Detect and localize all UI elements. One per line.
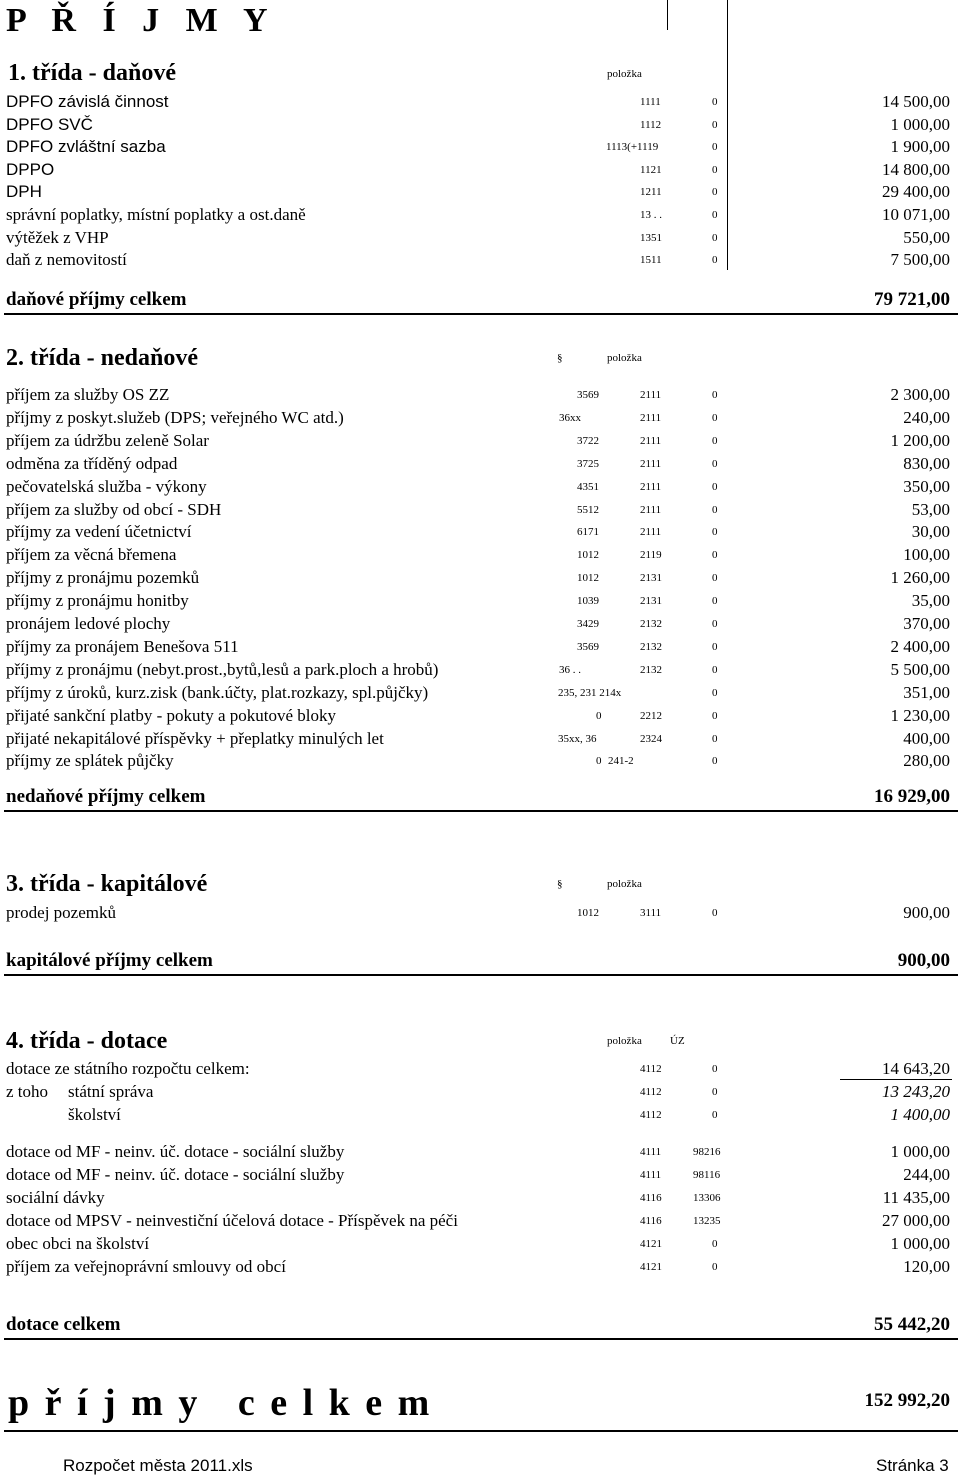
row-label: příjem za věcná břemena [6,545,177,565]
row-label: příjmy ze splátek půjčky [6,751,174,771]
row-prefix: z toho [6,1082,49,1101]
row-zdroj: 0 [712,572,718,585]
row-amount: 7 500,00 [890,250,950,270]
row-amount: 1 000,00 [890,114,950,134]
section-1-total-rule [4,313,958,315]
row-polozka: 2212 [640,709,662,722]
section-4-total-rule [4,1338,958,1340]
section-3-total-rule [4,974,958,976]
row-polozka: 241-2 [608,755,634,768]
row-label: příjmy z poskyt.služeb (DPS; veřejného WC atd.) [6,407,344,427]
row-amount: 13 243,20 [882,1082,950,1101]
row-label: DPFO zvláštní sazba [6,137,166,157]
row-paragraph: 36xx [559,411,581,424]
row-label: příjem za veřejnoprávní smlouvy od obcí [6,1257,286,1276]
row-amount: 1 000,00 [890,1142,950,1161]
row-zdroj: 0 [712,457,718,470]
row-polozka: 2111 [640,389,662,401]
row-label: sociální dávky [6,1188,105,1207]
row-uz: 0 [712,1238,718,1250]
row-zdroj: 0 [712,549,718,562]
row-amount: 30,00 [911,522,950,542]
row-amount: 35,00 [911,591,950,611]
section-1-heading: 1. třída - daňové [8,60,176,86]
row-uz: 0 [712,1261,718,1273]
section-2-heading: 2. třída - nedaňové [6,345,198,371]
row-paragraph: 5512 [577,503,599,516]
row-label: příjem za služby OS ZZ [6,385,170,404]
row-polozka: 2132 [640,640,662,653]
row-amount: 11 435,00 [882,1188,950,1207]
row-amount: 351,00 [903,682,950,702]
row-polozka: 1121 [640,163,662,176]
row-amount: 350,00 [903,476,950,496]
row-polozka: 1113(+1119 [606,141,659,154]
row-zdroj: 0 [712,618,718,630]
row-zdroj: 0 [712,640,718,653]
row-label: školství [68,1105,121,1124]
row-polozka: 4111 [640,1169,662,1181]
row-amount: 1 230,00 [890,705,950,725]
row-zdroj: 0 [712,755,718,768]
row-zdroj: 0 [712,209,718,221]
section-4-uz-header: ÚZ [670,1035,685,1047]
row-label: přijaté sankční platby - pokuty a pokutové bloky [6,705,337,725]
row-paragraph: 36 . . [559,663,581,676]
row-paragraph: 0 [596,709,602,722]
row-paragraph: 235, 231 214x [558,686,622,699]
section-1-total-amount: 79 721,00 [874,289,950,310]
row-label: pečovatelská služba - výkony [6,476,207,496]
row-zdroj: 0 [712,231,718,244]
section-4-polozka-header: položka [607,1035,642,1047]
row-zdroj: 0 [712,526,718,539]
row-amount: 14 643,20 [882,1059,950,1078]
row-amount: 400,00 [903,728,950,748]
footer-page-number: Stránka 3 [876,1456,949,1475]
row-zdroj: 0 [712,595,718,608]
row-polozka: 2111 [640,526,662,539]
section-2-total-label: nedaňové příjmy celkem [6,786,206,807]
row-label: dotace ze státního rozpočtu celkem: [6,1059,250,1078]
row-polozka: 2111 [640,434,662,447]
row-polozka: 2132 [640,663,662,676]
row-label: příjmy z pronájmu honitby [6,591,189,611]
row-label: dotace od MF - neinv. úč. dotace - sociální služby [6,1165,345,1184]
row-amount: 2 400,00 [890,636,950,656]
row-zdroj: 0 [712,907,718,919]
row-paragraph: 4351 [577,480,599,493]
section-3-paragraph-mark: § [557,878,563,890]
row-label: státní správa [68,1082,154,1101]
row-polozka: 4111 [640,1146,662,1158]
row-uz: 98116 [693,1169,721,1181]
row-polozka: 2131 [640,595,662,608]
row-label: výtěžek z VHP [6,227,109,247]
section-2-polozka-header: položka [607,352,642,364]
row-zdroj: 0 [712,434,718,447]
row-label: příjem za služby od obcí - SDH [6,499,222,519]
row-uz: 13306 [693,1192,721,1204]
row-amount: 1 000,00 [890,1234,950,1253]
row-label: příjmy za vedení účetnictví [6,522,192,542]
row-zdroj: 0 [712,163,718,176]
row-zdroj: 0 [712,96,718,108]
section-1-total-label: daňové příjmy celkem [6,289,187,310]
row-label: příjmy z úroků, kurz.zisk (bank.účty, plat.rozkazy, spl.půjčky) [6,682,429,702]
row-amount: 120,00 [903,1257,950,1276]
page-title: P Ř Í J M Y [6,2,277,39]
row-polozka: 1112 [640,118,662,131]
grand-total-rule [4,1430,958,1432]
row-polozka: 2324 [640,732,662,745]
row-polozka: 13 . . [640,209,662,221]
grid-line-right [727,0,728,270]
row-uz: 13235 [693,1215,721,1227]
row-label: příjmy z pronájmu (nebyt.prost.,bytů,lesů a park.ploch a hrobů) [6,659,439,679]
row-label: přijaté nekapitálové příspěvky + přeplatky minulých let [6,728,384,748]
section-2-paragraph-mark: § [557,352,563,364]
section-1-polozka-header: položka [607,68,642,80]
row-amount: 1 200,00 [890,430,950,450]
row-uz: 0 [712,1109,718,1121]
row-uz: 0 [712,1086,718,1098]
row-label: DPH [6,182,42,202]
row-paragraph: 35xx, 36 [558,732,597,745]
row-zdroj: 0 [712,709,718,722]
row-label: příjem za údržbu zeleně Solar [6,430,209,450]
row-label: příjmy z pronájmu pozemků [6,568,200,588]
row-amount: 10 071,00 [882,205,950,224]
row-zdroj: 0 [712,254,718,267]
row-amount: 1 260,00 [890,568,950,588]
row-paragraph: 1012 [577,572,599,585]
row-amount: 14 800,00 [882,159,950,179]
row-label: správní poplatky, místní poplatky a ost.daně [6,205,306,224]
row-label: příjmy za pronájem Benešova 511 [6,636,239,656]
row-polozka: 2111 [640,480,662,493]
row-amount: 244,00 [903,1165,950,1184]
row-polozka: 1351 [640,231,662,244]
row-paragraph: 3429 [577,618,599,630]
row-zdroj: 0 [712,389,718,401]
row-amount: 900,00 [903,903,950,922]
row-polozka: 1211 [640,186,662,199]
row-zdroj: 0 [712,686,718,699]
row-amount: 2 300,00 [890,385,950,404]
row-paragraph: 3722 [577,434,599,447]
row-label: odměna za tříděný odpad [6,453,178,473]
footer-filename: Rozpočet města 2011.xls [63,1456,253,1475]
row-polozka: 2111 [640,503,662,516]
row-amount: 29 400,00 [882,182,950,202]
row-polozka: 4116 [640,1215,662,1227]
grand-total-label: p ř í j m y c e l k e m [8,1382,433,1424]
section-3-total-amount: 900,00 [897,950,950,971]
row-polozka: 4116 [640,1192,662,1204]
row-label: DPFO závislá činnost [6,92,169,111]
row-polozka: 4112 [640,1063,662,1075]
row-label: DPPO [6,159,55,179]
subtotal-underline [840,1079,952,1080]
section-3-total-label: kapitálové příjmy celkem [6,950,213,971]
row-polozka: 1511 [640,254,662,267]
row-uz: 98216 [693,1146,721,1158]
row-polozka: 2131 [640,572,662,585]
row-polozka: 4121 [640,1238,662,1250]
row-paragraph: 1012 [577,907,599,919]
section-4-total-amount: 55 442,20 [874,1314,950,1335]
row-label: prodej pozemků [6,903,116,922]
row-paragraph: 3725 [577,457,599,470]
row-amount: 53,00 [911,499,950,519]
section-3-polozka-header: položka [607,878,642,890]
row-zdroj: 0 [712,480,718,493]
section-2-total-rule [4,810,958,812]
row-polozka: 3111 [640,907,662,919]
row-zdroj: 0 [712,411,718,424]
row-label: dotace od MF - neinv. úč. dotace - sociální služby [6,1142,345,1161]
row-polozka: 2111 [640,457,662,470]
row-amount: 1 900,00 [890,137,950,157]
row-amount: 280,00 [903,751,950,771]
section-4-total-label: dotace celkem [6,1314,121,1335]
row-zdroj: 0 [712,118,718,131]
row-polozka: 4112 [640,1109,662,1121]
row-zdroj: 0 [712,186,718,199]
row-label: daň z nemovitostí [6,250,127,270]
row-paragraph: 1039 [577,595,599,608]
section-2-total-amount: 16 929,00 [874,786,950,807]
grand-total-amount: 152 992,20 [864,1390,950,1411]
row-polozka: 2111 [640,411,662,424]
row-amount: 100,00 [903,545,950,565]
row-amount: 1 400,00 [890,1105,950,1124]
section-4-heading: 4. třída - dotace [6,1028,168,1054]
row-amount: 27 000,00 [882,1211,950,1230]
row-label: pronájem ledové plochy [6,614,171,633]
row-polozka: 2132 [640,618,662,630]
row-amount: 5 500,00 [890,659,950,679]
row-paragraph: 3569 [577,389,599,401]
row-polozka: 4112 [640,1086,662,1098]
row-polozka: 1111 [640,96,661,108]
row-polozka: 4121 [640,1261,662,1273]
row-zdroj: 0 [712,663,718,676]
grid-line-left [667,0,668,30]
row-paragraph: 1012 [577,549,599,562]
row-paragraph: 0 [596,755,602,768]
row-polozka: 2119 [640,549,662,562]
row-amount: 240,00 [903,407,950,427]
section-3-heading: 3. třída - kapitálové [6,871,208,897]
row-zdroj: 0 [712,503,718,516]
row-amount: 830,00 [903,453,950,473]
row-label: DPFO SVČ [6,114,93,134]
row-label: obec obci na školství [6,1234,150,1253]
row-paragraph: 6171 [577,526,599,539]
row-amount: 550,00 [903,227,950,247]
row-amount: 370,00 [903,614,950,633]
row-label: dotace od MPSV - neinvestiční účelová dotace - Příspěvek na péči [6,1211,458,1230]
row-uz: 0 [712,1063,718,1075]
row-paragraph: 3569 [577,640,599,653]
row-zdroj: 0 [712,141,718,154]
row-zdroj: 0 [712,732,718,745]
row-amount: 14 500,00 [882,92,950,111]
